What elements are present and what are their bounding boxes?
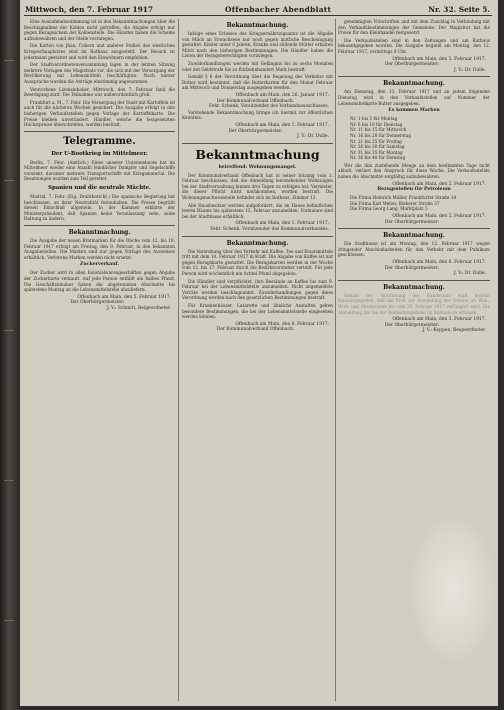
signature-place: Offenbach am Main, den 5. Februar 1917. (77, 294, 171, 300)
signature-name: Fehr. Schenk, Vorsitzender des Kommunalverbandes. (210, 227, 329, 233)
paragraph: Vorstehende Bekanntmachung bringe ich hiermit zur öffentlichen Kenntnis. (182, 109, 333, 121)
paragraph: Berlin, 7. Febr. (Amtlich.) Eines unserer Unterseeboote hat im Mittelmeer wieder eine Anzahl feindlicher Dampfer und Segelschiffe versenkt, darunter mehrere Transportschiffe mit Kriegsmaterial. Die Besatzungen wurden zum Teil gerettet. (24, 159, 175, 182)
list-item: Die Firma Georg Lang, Marktplatz 5 (350, 206, 428, 212)
paragraph: Verstorbene Lizenzinhaber. Mittwoch, den 7. Februar fand die Beerdigung statt. Die Teilnahme war außerordentlich groß. (24, 86, 175, 98)
marken-list (350, 116, 490, 161)
paragraph: Wer die ihm zustehende Menge an dem bestimmten Tage nicht abholt, verliert den Anspruch für diese Woche. Die Verkaufsstellen haben die Abschnitte sorgfältig aufzubewahren. (338, 162, 490, 180)
newspaper-page (20, 0, 498, 706)
notice-heading: Bekanntmachung. (226, 239, 289, 247)
header-page-number: Nr. 32. Seite 5. (428, 5, 490, 14)
paragraph: Für Krankenhäuser, Lazarette und ähnliche Anstalten gelten besondere Bestimmungen, die bei der Lebensmittelstelle eingesehen werden können. (182, 302, 333, 320)
signature-place: Offenbach am Main, den 26. Januar 1917. (235, 92, 329, 98)
paragraph: Die Stadtkasse ist am Montag, den 12. Februar 1917 wegen dringender Abschlußarbeiten für den Verkehr mit dem Publikum geschlossen. (338, 241, 490, 258)
list-item: Die Firma Heinrich Müller, Frankfurter Straße 14 (350, 195, 457, 201)
list-item: Nr. 21 bis 25 für Freitag (350, 138, 402, 144)
signature-place: Offenbach am Main, den 5. Februar 1917. (392, 56, 486, 62)
telegram-subheading: Der U-Bootkrieg im Mittelmeer. (51, 150, 148, 157)
column-divider (178, 19, 179, 701)
telegram-heading: Telegramme. (63, 135, 136, 147)
signature-place: Offenbach am Main, den 1. Februar 1917. (235, 122, 329, 128)
signature-office: Der Oberbürgermeister: (384, 62, 440, 68)
paragraph: Der Kommunalverband Offenbach hat in seiner Sitzung vom 3. Februar beschlossen, daß die Anmeldung leerstehender Wohnungen bei der Stadtverwaltung binnen drei Tagen zu erfolgen hat. Vermieter, die dieser Pflicht nicht nachkommen, werden bestraft. Die Wohnungsnachweisstelle befindet sich im Rathaus, Zimmer 12. (182, 172, 333, 201)
paper-stain (412, 520, 494, 660)
book-spine (0, 0, 20, 710)
paragraph: Am Dienstag, den 13. Februar 1917 und an jedem folgenden Dienstag wird in den Verkaufsstellen auf Nummer der Lebensmittelkarte Butter ausgegeben. (338, 89, 490, 106)
list-item: Nr. 16 bis 20 für Donnerstag (350, 132, 412, 138)
signature-name: Fehr. Schenk, Vorsitzender des Verbandsausschusses. (208, 104, 329, 110)
notice-subheading: Zuckerverkauf. (80, 262, 119, 268)
main-notice-heading: Bekanntmachung (195, 146, 320, 162)
paragraph: Die Ausgabe der neuen Brotmarken für die Woche vom 12. bis 18. Februar 1917 erfolgt am Freitag, den 9. Februar, in den bekannten Ausgabestellen. Die Marken sind nur gegen Vorlage des Ausweises erhältlich. Verlorene Marken werden nicht ersetzt. (24, 238, 175, 260)
page-edge (498, 0, 504, 710)
spain-subheading: Spanien und die neutrale Mächte. (48, 185, 151, 192)
main-notice-subheading: betreffend: Wohnungsmangel. (218, 164, 297, 170)
list-item: Nr. 11 bis 15 für Mittwoch (350, 127, 407, 133)
signature-place: Offenbach am Main, den 3. Februar 1917. (392, 317, 486, 323)
signature-place: Offenbach am Main, den 6. Februar 1917. (392, 260, 486, 265)
notice-heading: Bekanntmachung. (383, 80, 445, 88)
list-item: Nr. 6 bis 10 für Dienstag (350, 121, 403, 127)
divider (338, 228, 490, 229)
paragraph: Die Karten von Jhan, Cobern und anderer Stellen des westlichen Kriegsschauplatzes sind im Rathaus ausgestellt. Der Besuch ist jedermann gestattet und wird den Einwohnern empfohlen. (24, 43, 175, 60)
notice-heading: Bekanntmachung. (68, 229, 131, 237)
divider (182, 143, 333, 144)
paragraph: Gemäß § 6 der Verordnung über die Regelung des Verkehrs mit Butter wird bestimmt, daß die Butterkarten für den Monat Februar am Mittwoch und Donnerstag ausgegeben werden. (182, 74, 333, 91)
paragraph: Die Händler sind verpflichtet, ihre Bestände an Kaffee bis zum 9. Februar bei der Lebensmittelstelle anzumelden. Nicht angemeldete Vorräte werden beschlagnahmt. Zuwiderhandlungen gegen diese Verordnung werden nach den gesetzlichen Bestimmungen bestraft. (182, 278, 333, 301)
column-divider (335, 19, 336, 701)
list-heading: Es kommen Marken (388, 108, 440, 114)
header-date: Mittwoch, den 7. Februar 1917 (25, 5, 154, 14)
signature-office: Der Kommunalverband Offenbach. (216, 327, 295, 333)
divider (24, 225, 175, 226)
paragraph: Frankfurt a. M., 7. Febr. Die Versorgung der Stadt mit Kartoffeln ist auch für die nächsten Wochen gesichert. Die Ausgabe erfolgt in den bisherigen Verkaufsstellen gegen Vorlage der Kartoffelkarte. Die Preise bleiben unverändert. Händler, welche die festgesetzten Höchstpreise überschreiten, werden bestraft. (24, 99, 175, 128)
paragraph: Zuwiderhandlungen werden mit Gefängnis bis zu sechs Monaten oder mit Geldstrafe bis zu fünfzehnhundert Mark bestraft. (182, 60, 333, 72)
signature-office: Der Oberbürgermeister: (384, 219, 440, 225)
signature-place: Offenbach am Main, den 6. Februar 1917. (235, 321, 329, 327)
paragraph: Infolge eines Erlasses des Kriegsernährungsamts ist die Abgabe von Milch an Erwachsene nur noch gegen ärztliche Bescheinigung gestattet. Kinder unter 6 Jahren, Kranke und stillende Mütter erhalten Milch nach den bisherigen Bestimmungen. Die Händler haben die Listen der Bezugsberechtigten vorzulegen. (182, 31, 333, 59)
paragraph: genehmigten Vorschriften und mit dem Zuschlag in Verbindung mit den Verkaufsbestimmungen der Gemeinde. Der Magistrat hat die Preise für den Kleinhandel festgesetzt. (338, 19, 490, 36)
signature-office: Der Oberbürgermeister: (70, 300, 125, 306)
paragraph: Madrid, 7. Febr. (Eig. Drahtbericht.) Die spanische Regierung hat beschlossen, an ihrer Neutralität festzuhalten. Die Presse begrüßt diesen Entschluß allgemein. In der Kammer erklärte der Ministerpräsident, daß Spanien keine Veranlassung sehe, seine Haltung zu ändern. (24, 194, 175, 222)
signature-place: Offenbach am Main, den 5. Februar 1917. (392, 181, 486, 187)
signature-name: J. V.: Dr. Dulle. (454, 271, 486, 277)
divider (24, 131, 175, 132)
page-bottom-edge (20, 706, 504, 710)
paragraph: Alle Hausbesitzer werden aufgefordert, die im Hause befindlichen leeren Räume bis spätestens 15. Februar anzumelden. Formulare sind bei der Stadtkasse erhältlich. (182, 202, 333, 219)
list-item: Nr. 36 bis 40 für Dienstag (350, 155, 406, 161)
list-heading: Bezugsstellen für Petroleum (377, 187, 451, 193)
column-left (24, 19, 175, 701)
paragraph: Eine Ausnahmebestimmung ist in den Bekanntmachungen über die Beschlagnahme der Kohlen nicht getroffen; die Abgabe erfolgt nur gegen Bezugsschein der Kohlenstelle. Die Händler haben die Scheine aufzubewahren und der Stelle vorzulegen. (24, 19, 175, 41)
signature-office: Der Oberbürgermeister: (384, 265, 440, 271)
paragraph: Gemäß der Verordnung des Bundesrats wird hiermit bekanntgegeben, daß die Frist zur Anmeldung der Vorräte an Web-, Wirk- und Strickwaren bis zum 20. Februar 1917 verlängert wird. Die Anmeldung hat bei der Bekleidungsstelle im Rathaus zu erfolgen. (338, 292, 490, 315)
paragraph: Der Stadtverordnetenversammlung lagen in der letzten Sitzung mehrere Vorlagen des Magistrats vor, die sich mit der Versorgung der Bevölkerung mit Lebensmitteln beschäftigten. Nach kurzer Aussprache wurden die Anträge einstimmig angenommen. (24, 62, 175, 84)
signature-name: J. V.: Koppen, Beigeordneter. (422, 328, 486, 334)
signature-office: Der Oberbürgermeister: (228, 128, 283, 134)
divider (338, 76, 490, 77)
notice-heading: Bekanntmachung. (383, 232, 445, 240)
divider (338, 280, 490, 281)
page-header (20, 2, 498, 16)
column-middle (182, 19, 333, 701)
list-item: Nr. 26 bis 30 für Samstag (350, 144, 405, 150)
signature-name: J. V.: Schmitt, Beigeordneter. (106, 305, 171, 311)
paragraph: Der Zucker wird in allen Kolonialwarengeschäften gegen Abgabe der Zuckerkarte verkauft. Auf jede Person entfällt ein halbes Pfund. Die Geschäftsinhaber haben die abgetrennten Abschnitte bis spätestens Montag an die Lebensmittelstelle abzuliefern. (24, 270, 175, 293)
signature-office: Der Kommunalverband Offenbach. (216, 98, 295, 104)
paragraph: Die Verordnung über den Verkehr mit Kaffee, Tee und Ersatzmitteln tritt mit dem 10. Februar 1917 in Kraft. Die Abgabe von Kaffee ist nur gegen Bezugskarte gestattet. Die Bezugskarten werden in der Woche vom 12. bis 17. Februar durch die Bezirksvorsteher verteilt. Für jede Person wird wöchentlich ein Achtel Pfund abgegeben. (182, 248, 333, 276)
notice-heading: Bekanntmachung. (226, 22, 289, 29)
signature-place: Offenbach am Main, den 5. Februar 1917. (392, 214, 486, 220)
divider (182, 236, 333, 237)
list-item: Die Firma Karl Weber, Bieberer Straße 37 (350, 200, 440, 206)
signature-name: J. V.: Dr. Dulle. (297, 134, 329, 140)
paragraph: Die Verkaufsstellen sind in den Zeitungen und am Rathaus bekanntgegeben worden. Die Ausgabe beginnt am Montag, den 12. Februar 1917, vormittags 8 Uhr. (338, 37, 490, 54)
list-item: Nr. 31 bis 35 für Montag (350, 149, 403, 155)
signature-office: Der Oberbürgermeister: (384, 322, 440, 328)
petroleum-list (350, 195, 490, 212)
signature-name: J. V.: Dr. Dulle. (454, 67, 486, 73)
notice-heading: Bekanntmachung. (383, 283, 445, 291)
list-item: Nr. 1 bis 5 für Montag (350, 116, 398, 122)
header-paper-name: Offenbacher Abendblatt (225, 5, 332, 14)
header-rule (24, 15, 492, 16)
signature-place: Offenbach am Main, den 1. Februar 1917. (235, 221, 329, 227)
